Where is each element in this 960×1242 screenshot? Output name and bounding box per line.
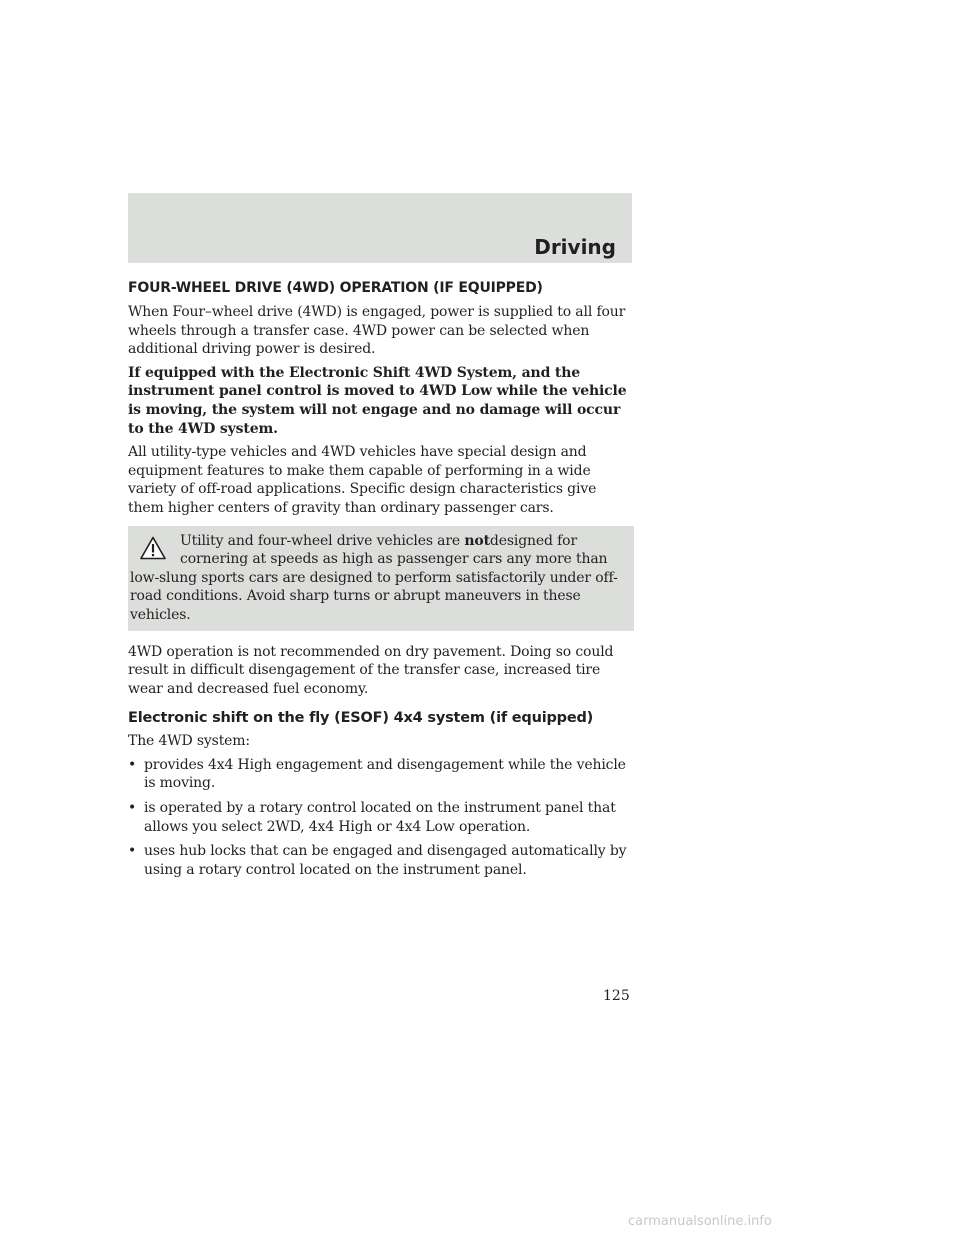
bullet-icon: • [128, 800, 137, 817]
warning-triangle-icon [140, 536, 166, 560]
esof-note-paragraph: If equipped with the Electronic Shift 4WD System, and the instrument panel control is moved to 4WD Low while the vehicle is moving, the system will not engage and no damage will occur to the 4WD system. [128, 364, 627, 437]
section-header-band [128, 193, 632, 263]
pavement-paragraph: 4WD operation is not recommended on dry pavement. Doing so could result in difficult disengagement of the transfer case, increased tire wear and decreased fuel economy. [128, 643, 614, 697]
warning-text-end: designed for cornering at speeds as high as passenger cars any more than low-slung sports cars are designed to perform satisfactorily under off-road conditions. Avoid sharp turns or abrupt maneuvers in these vehicles. [130, 532, 618, 623]
list-item-text: uses hub locks that can be engaged and disengaged automatically by using a rotary control located on the instrument panel. [144, 843, 627, 878]
warning-text-start: Utility and four-wheel drive vehicles are [180, 532, 465, 549]
system-intro: The 4WD system: [128, 733, 250, 750]
page-content [128, 279, 634, 885]
list-item [128, 756, 634, 793]
list-item-text: provides 4x4 High engagement and disengagement while the vehicle is moving. [144, 756, 626, 792]
warning-text [130, 533, 618, 623]
design-paragraph: All utility-type vehicles and 4WD vehicles have special design and equipment features to make them capable of performing in a wide variety of off-road applications. Specific design characteristics give them higher centers of gravity than ordinary passenger cars. [128, 444, 597, 516]
bullet-icon: • [128, 843, 137, 860]
list-item [128, 842, 634, 879]
list-item-text: is operated by a rotary control located on the instrument panel that allows you select 2WD, 4x4 High or 4x4 Low operation. [144, 800, 616, 835]
page-number: 125 [603, 988, 630, 1004]
main-heading: FOUR-WHEEL DRIVE (4WD) OPERATION (IF EQUIPPED) [128, 280, 543, 296]
list-item [128, 799, 634, 836]
feature-list [128, 756, 634, 880]
bullet-icon: • [128, 756, 137, 773]
esof-subheading: Electronic shift on the fly (ESOF) 4x4 system (if equipped) [128, 710, 594, 727]
warning-box [128, 526, 634, 631]
watermark-link[interactable]: carmanualsonline.info [628, 1214, 772, 1229]
intro-paragraph: When Four–wheel drive (4WD) is engaged, power is supplied to all four wheels through a transfer case. 4WD power can be selected when additional driving power is desired. [128, 304, 626, 358]
warning-text-emphasis: not [464, 532, 490, 549]
section-title: Driving [534, 235, 616, 259]
